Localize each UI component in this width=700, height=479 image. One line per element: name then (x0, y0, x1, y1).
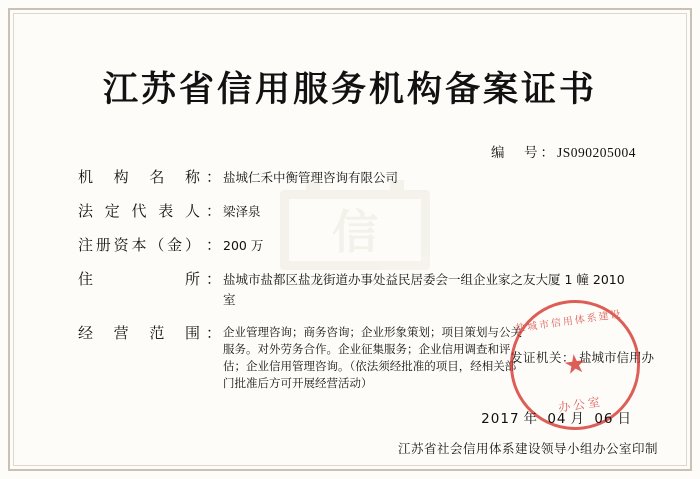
field-label-registered-capital: 注册资本（金） (78, 238, 200, 254)
watermark-character: 信 (332, 205, 378, 259)
certificate-number-value: JS090205004 (556, 145, 636, 160)
seal-star-icon: ★ (561, 348, 589, 381)
field-label-address: 住所 (78, 272, 200, 288)
field-row-legal-representative (78, 202, 638, 222)
issue-date-month-unit: 月 (570, 411, 586, 427)
issue-date-day-unit: 日 (617, 411, 632, 427)
issue-date-year: 2017 (481, 411, 520, 427)
field-row-registered-capital (78, 236, 638, 256)
issue-date-month: 04 (547, 411, 567, 427)
page-title: 江苏省信用服务机构备案证书 (102, 69, 597, 110)
issuing-authority-value: 盐城市信用办 (578, 350, 654, 365)
field-colon-business-scope: ： (206, 326, 222, 342)
field-label-business-scope: 经营范围 (78, 326, 200, 342)
seal-top-text: 盐城市信用体系建设 (514, 308, 624, 335)
field-colon-org-name: ： (206, 170, 222, 186)
field-row-org-name (78, 168, 638, 188)
issuing-authority (510, 348, 654, 366)
field-value-org-name: 盐城仁禾中衡管理咨询有限公司 (223, 170, 399, 185)
field-value-registered-capital: 200 万 (223, 238, 264, 253)
field-colon-legal-representative: ： (206, 204, 222, 220)
field-value-address: 盐城市盐都区盐龙街道办事处益民居委会一组企业家之友大厦 1 幢 2010 室 (223, 272, 625, 307)
field-value-legal-representative: 梁泽泉 (223, 204, 261, 219)
certificate-number (491, 141, 636, 161)
field-label-legal-representative: 法定代表人 (78, 204, 200, 220)
certificate-number-label: 编 号： (490, 145, 557, 160)
field-row-address (78, 270, 638, 310)
footer-note: 江苏省社会信用体系建设领导小组办公室印制 (397, 441, 658, 456)
field-colon-address: ： (206, 272, 222, 288)
field-colon-registered-capital: ： (206, 238, 222, 254)
field-label-org-name: 机构名称 (78, 170, 200, 186)
issuing-authority-label: 发证机关： (509, 350, 575, 365)
issue-date-day: 06 (594, 411, 614, 427)
field-value-business-scope: 企业管理咨询；商务咨询；企业形象策划；项目策划与公关服务。对外劳务合作。企业征集服务；企业信用调查和评估；企业信用管理咨询。（依法须经批准的项目，经相关部门批准后方可开展经营活动） (223, 325, 523, 390)
seal-bottom-text: 办公室 (557, 394, 604, 415)
issue-date-year-unit: 年 (523, 411, 539, 427)
issue-date (479, 407, 634, 427)
